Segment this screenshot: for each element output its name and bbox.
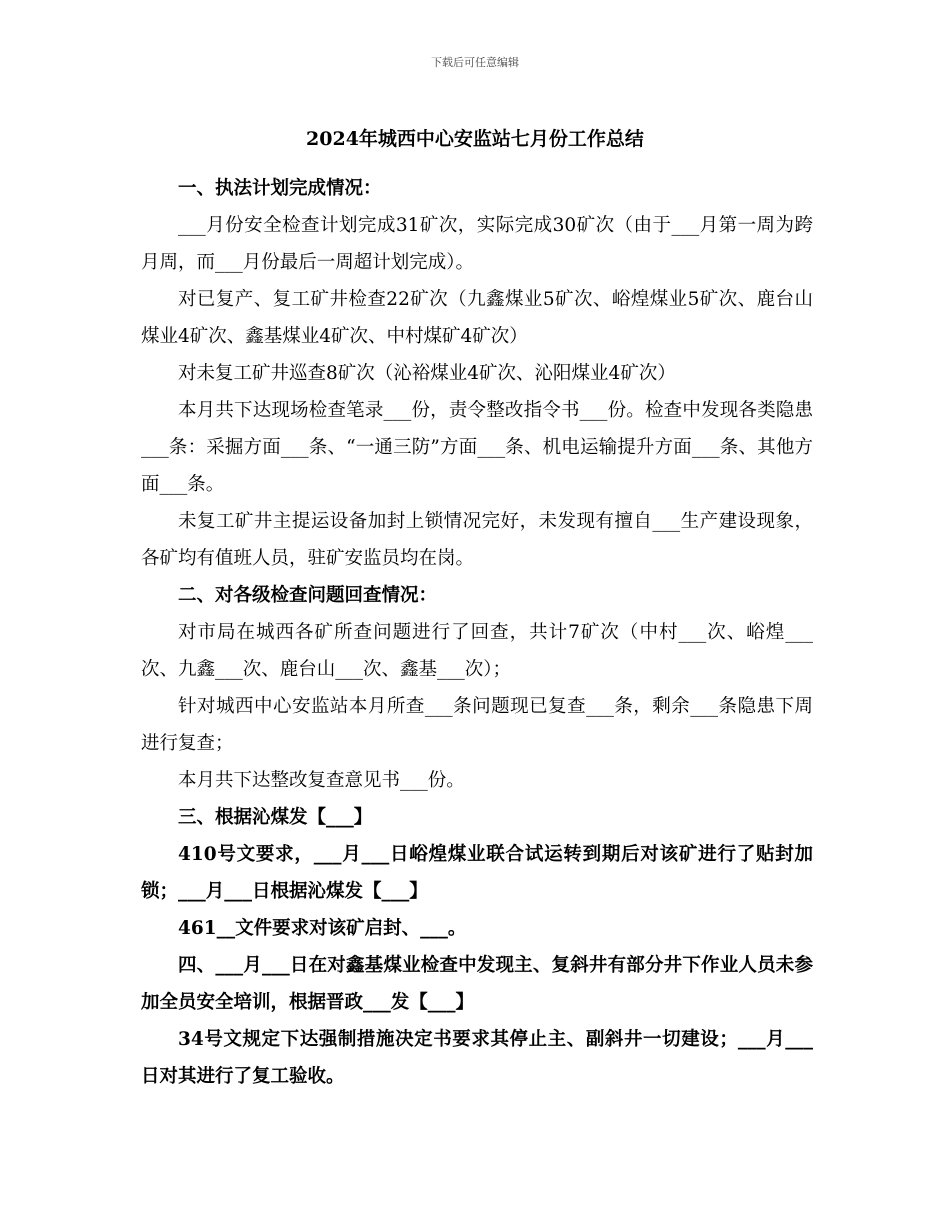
paragraph: 对市局在城西各矿所查问题进行了回查，共计7矿次（中村___次、峪煌___次、九鑫___次、鹿台山___次、鑫基___次）； <box>141 622 813 680</box>
paragraph-bold: 410号文要求，___月___日峪煌煤业联合试运转到期后对该矿进行了贴封加锁；___月___日根据沁煤发【___】 <box>141 844 813 902</box>
paragraph: 本月共下达现场检查笔录___份，责令整改指令书___份。检查中发现各类隐患___条：采掘方面___条、“一通三防”方面___条、机电运输提升方面___条、其他方面___条。 <box>141 400 813 495</box>
page-header: 下载后可任意编辑 <box>431 56 519 69</box>
paragraph: 本月共下达整改复查意见书___份。 <box>178 770 465 791</box>
paragraph: 针对城西中心安监站本月所查___条问题现已复查___条，剩余___条隐患下周进行复查； <box>141 696 813 754</box>
paragraph: 对未复工矿井巡查8矿次（沁裕煤业4矿次、沁阳煤业4矿次） <box>178 363 676 384</box>
paragraph-heading: 一、执法计划完成情况： <box>178 178 382 199</box>
paragraph-bold: 34号文规定下达强制措施决定书要求其停止主、副斜井一切建设；___月___日对其进行了复工验收。 <box>141 1029 813 1087</box>
paragraph: 对已复产、复工矿井检查22矿次（九鑫煤业5矿次、峪煌煤业5矿次、鹿台山煤业4矿次、鑫基煤业4矿次、中村煤矿4矿次） <box>141 289 813 347</box>
paragraph-bold: 461__文件要求对该矿启封、___。 <box>178 918 467 939</box>
paragraph-heading: 四、___月___日在对鑫基煤业检查中发现主、复斜井有部分井下作业人员未参加全员安全培训，根据晋政___发【___】 <box>141 955 813 1013</box>
paragraph: ___月份安全检查计划完成31矿次，实际完成30矿次（由于___月第一周为跨月周，而___月份最后一周超计划完成）。 <box>141 215 813 273</box>
paragraph-heading: 二、对各级检查问题回查情况： <box>178 585 438 606</box>
document-title: 2024年城西中心安监站七月份工作总结 <box>306 128 644 150</box>
paragraph-heading: 三、根据沁煤发【___】 <box>178 807 373 828</box>
document-body <box>141 170 813 1095</box>
paragraph: 未复工矿井主提运设备加封上锁情况完好，未发现有擅自___生产建设现象，各矿均有值班人员，驻矿安监员均在岗。 <box>141 511 813 569</box>
